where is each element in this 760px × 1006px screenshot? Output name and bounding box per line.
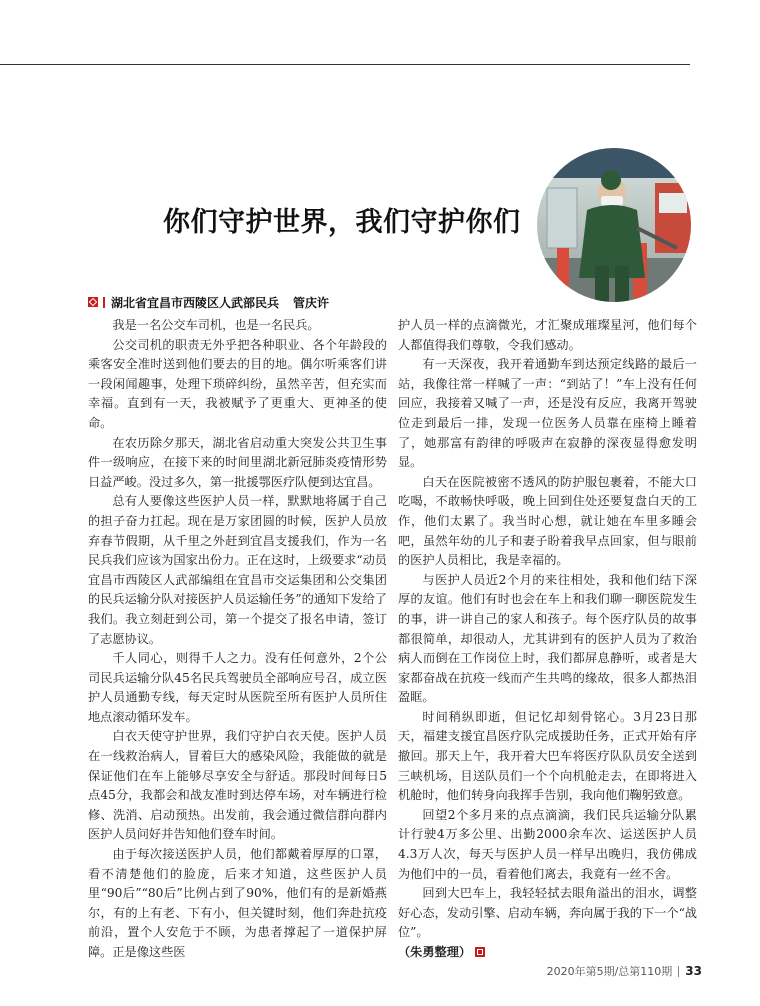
byline-divider [103,297,105,308]
paragraph: 回望2个多月来的点点滴滴，我们民兵运输分队累计行驶4万多公里、出勤2000余车次、运送医护人员4.3万人次，每天与医护人员一样早出晚归，我仿佛成为他们中的一员，看着他们离去，我竟有一丝不舍。 [398,807,697,881]
byline [88,294,329,310]
top-rule [0,64,690,65]
paragraph: 千人同心，则得千人之力。没有任何意外，2个公司民兵运输分队45名民兵驾驶员全部响应号召，成立医护人员通勤专线，每天定时从医院至所有医护人员所住地点滚动循环发车。 [88,651,387,724]
footer-divider [678,966,679,977]
paragraph: 在农历除夕那天，湖北省启动重大突发公共卫生事件一级响应，在接下来的时间里湖北新冠肺炎疫情形势日益严峻。没过多久，第一批援鄂医疗队便到达宜昌。 [88,435,387,489]
red-square-end-icon [475,947,485,957]
paragraph-continued: 护人员一样的点滴微光，才汇聚成璀璨星河，他们每个人都值得我们尊敬，令我们感动。 [398,318,697,352]
paragraph: 有一天深夜，我开着通勤车到达预定线路的最后一站，我像往常一样喊了一声：“到站了！”车上没有任何回应，我接着又喊了一声，还是没有反应，我离开驾驶位走到最后一排，发现一位医务人员靠在座椅上睡着了，她那富有韵律的呼吸声在寂静的深夜显得愈发明显。 [398,357,697,470]
article-photo [537,148,691,302]
issue-info: 2020年第5期/总第110期 [546,965,673,978]
article-title: 你们守护世界，我们守护你们 [163,207,521,238]
paragraph: 时间稍纵即逝，但记忆却刻骨铭心。3月23日那天，福建支援宜昌医疗队完成援助任务，正式开始有序撤回。那天上午，我开着大巴车将医疗队队员安全送到三峡机场，目送队员们一个个向机舱走去，在即将进入机舱时，他们转身向我挥手告别，我向他们鞠躬致意。 [398,709,697,803]
editor-note-line [398,943,697,963]
byline-author: 管庆许 [293,295,330,310]
paragraph: 总有人要像这些医护人员一样，默默地将属于自己的担子奋力扛起。现在是万家团圆的时候，医护人员放弃春节假期，从千里之外赶到宜昌支援我们，作为一名民兵我们应该为国家出份力。正在这时，上级要求“动员宜昌市西陵区人武部编组在宜昌市交运集团和公交集团的民兵运输分队对接医护人员运输任务”的通知下发给了我们。我立刻赶到公司，第一个提交了报名申请，签订了志愿协议。 [88,494,387,646]
right-column [398,316,697,963]
byline-organization: 湖北省宜昌市西陵区人武部民兵 [111,295,280,310]
page-number: 33 [685,964,702,978]
page-footer [547,963,702,979]
paragraph: 与医护人员近2个月的来往相处，我和他们结下深厚的友谊。他们有时也会在车上和我们聊一聊医院发生的事，讲一讲自己的家人和孩子。每个医疗队员的故事都很简单，却很动人，尤其讲到有的医护人员为了救治病人而倒在工作岗位上时，我们都屏息静听，或者是大家都奋战在抗疫一线而产生共鸣的缘故，很多人都热泪盈眶。 [398,572,697,705]
paragraph: 回到大巴车上，我轻轻拭去眼角溢出的泪水，调整好心态，发动引擎、启动车辆，奔向属于我的下一个“战位”。 [398,886,697,940]
paragraph: 我是一名公交车司机，也是一名民兵。 [112,318,320,332]
paragraph: 公交司机的职责无外乎把各种职业、各个年龄段的乘客安全准时送到他们要去的目的地。偶尔听乘客们讲一段闲闻趣事，处理下琐碎纠纷，虽然辛苦，但充实而幸福。直到有一天，我被赋予了更重大、更神圣的使命。 [88,337,387,430]
disinfection-worker-photo [537,148,691,302]
paragraph: 白天在医院被密不透风的防护服包裹着，不能大口吃喝，不敢畅快呼吸，晚上回到住处还要复盘白天的工作，他们太累了。我当时心想，就让她在车里多睡会吧，虽然年幼的儿子和妻子盼着我早点回家，但与眼前的医护人员相比，我是幸福的。 [398,474,697,568]
red-square-diamond-icon [88,297,98,307]
editor-note: （朱勇整理） [398,945,472,959]
left-column [88,316,387,963]
paragraph: 白衣天使守护世界，我们守护白衣天使。医护人员在一线救治病人，冒着巨大的感染风险，我能做的就是保证他们在车上能够尽享安全与舒适。那段时间每日5点45分，我都会和战友准时到达停车场，对车辆进行检修、洗消、启动预热。出发前，我会通过微信群向群内医护人员问好并告知他们登车时间。 [88,729,387,842]
paragraph: 由于每次接送医护人员，他们都戴着厚厚的口罩，看不清楚他们的脸庞，后来才知道，这些医护人员里“90后”“80后”比例占到了90%，他们有的是新婚燕尔，有的上有老、下有小，但关键时刻，他们奔赴抗疫前沿，置个人安危于不顾，为患者撑起了一道保护屏障。正是像这些医 [88,847,387,959]
